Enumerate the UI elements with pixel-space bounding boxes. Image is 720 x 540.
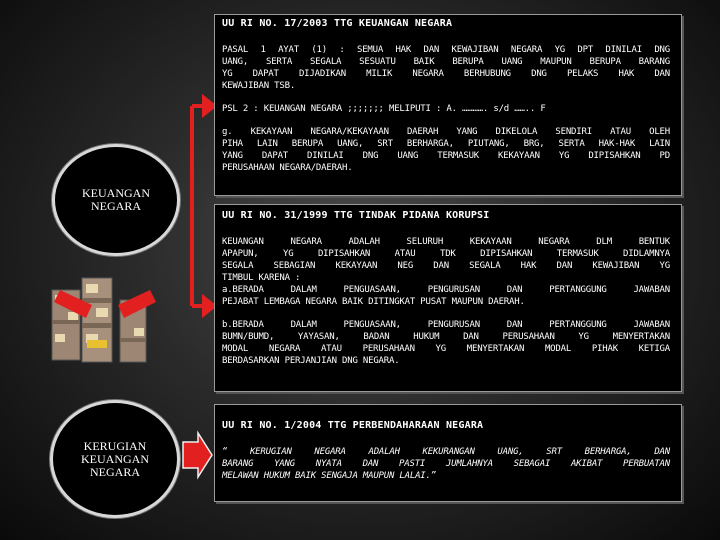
spacer <box>222 308 670 319</box>
text-line: BARANG YANG NYATA DAN PASTI JUMLAHNYA SEBAGAI AKIBAT PERBUATAN <box>222 459 670 469</box>
uu17-title: UU RI NO. 17/2003 TTG KEUANGAN NEGARA <box>222 18 453 29</box>
text-line: a.BERADA DALAM PENGUASAAN, PENGURUSAN DAN PERTANGGUNG JAWABAN <box>222 285 670 295</box>
text-line: TIMBUL KARENA : <box>222 273 301 283</box>
text-line: YANG DAPAT DINILAI DNG UANG TERMASUK KEKAYAAN YG DIPISAHKAN PD <box>222 151 670 161</box>
arrow-head-top <box>204 98 214 114</box>
circle-label-line: KERUGIAN <box>83 438 147 453</box>
text-line: BERDASARKAN PERJANJIAN DNG NEGARA. <box>222 356 400 366</box>
text-line: b.BERADA DALAM PENGUASAAN, PENGURUSAN DAN PERTANGGUNG JAWABAN <box>222 320 670 330</box>
text-line: “ KERUGIAN NEGARA ADALAH KEKURANGAN UANG, SRT BERHARGA, DAN <box>222 447 670 457</box>
text-line: PSL 2 : KEUANGAN NEGARA ;;;;;;; MELIPUTI : A. …………. s/d …….. F <box>222 104 546 114</box>
circle-label-line: KEUANGAN <box>81 451 149 466</box>
text-line: MELAWAN HUKUM BAIK SENGAJA MAUPUN LALAI.” <box>222 471 436 481</box>
money-stacks-illustration <box>52 278 156 362</box>
text-line: UANG, SERTA SEGALA SESUATU BAIK BERUPA UANG MAUPUN BERUPA BARANG <box>222 57 670 67</box>
arrow-head-bottom <box>204 298 214 314</box>
kerugian-keuangan-negara-circle <box>50 400 180 518</box>
text-line: BUMN/BUMD, YAYASAN, BADAN HUKUM DAN PERUSAHAAN YG MENYERTAKAN <box>222 332 670 342</box>
text-line: g. KEKAYAAN NEGARA/KEKAYAAN DAERAH YANG DIKELOLA SENDIRI ATAU OLEH <box>222 127 670 137</box>
uu31-title: UU RI NO. 31/1999 TTG TINDAK PIDANA KORUPSI <box>222 210 490 221</box>
text-line: KEWAJIBAN TSB. <box>222 81 296 91</box>
circle-label-line: NEGARA <box>91 199 141 213</box>
circle-label-line: KEUANGAN <box>82 186 150 200</box>
keuangan-negara-circle <box>52 144 180 256</box>
text-line: PEJABAT LEMBAGA NEGARA BAIK DITINGKAT PUSAT MAUPUN DAERAH. <box>222 297 525 307</box>
text-line: YG DAPAT DIJADIKAN MILIK NEGARA BERHUBUNG DNG PELAKS HAK DAN <box>222 69 670 79</box>
text-line: KEUANGAN NEGARA ADALAH SELURUH KEKAYAAN NEGARA DLM BENTUK <box>222 237 670 247</box>
uu31-body <box>222 236 670 367</box>
spacer <box>222 115 670 126</box>
uu1-title: UU RI NO. 1/2004 TTG PERBENDAHARAAN NEGARA <box>222 420 484 431</box>
circle-label-line: NEGARA <box>90 464 140 479</box>
text-line: PASAL 1 AYAT (1) : SEMUA HAK DAN KEWAJIBAN NEGARA YG DPT DINILAI DNG <box>222 45 670 55</box>
uu1-body <box>222 446 670 482</box>
text-line: PERUSAHAAN NEGARA/DAERAH. <box>222 163 353 173</box>
block-arrow-icon <box>183 433 212 477</box>
text-line: APAPUN, YG DIPISAHKAN ATAU TDK DIPISAHKAN TERMASUK DIDLAMNYA <box>222 249 670 259</box>
text-line: PIHA LAIN BERUPA UANG, SRT BERHARGA, PIUTANG, BRG, SERTA HAK-HAK LAIN <box>222 139 670 149</box>
text-line: SEGALA SEBAGIAN KEKAYAAN NEG DAN SEGALA HAK DAN KEWAJIBAN YG <box>222 261 670 271</box>
uu17-body <box>222 44 670 174</box>
text-line: MODAL NEGARA ATAU PERUSAHAAN YG MENYERTAKAN MODAL PIHAK KETIGA <box>222 344 670 354</box>
spacer <box>222 92 670 103</box>
